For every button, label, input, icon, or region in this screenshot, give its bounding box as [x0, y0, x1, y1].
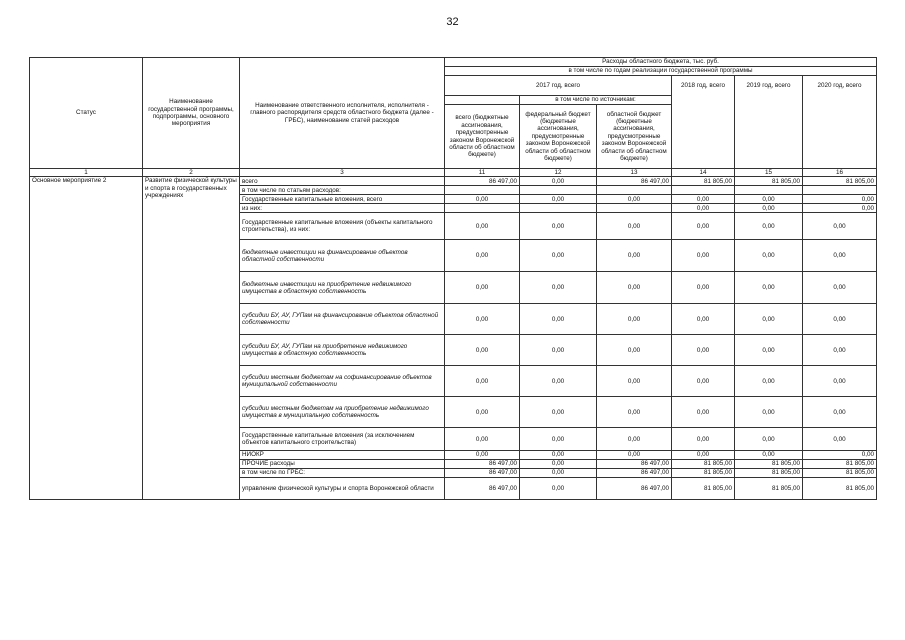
header-year-2017: 2017 год, всего — [445, 76, 672, 96]
cell-value — [597, 186, 672, 195]
cell-value: 81 805,00 — [803, 468, 877, 477]
cell-value: 81 805,00 — [735, 177, 803, 186]
row-label: субсидии БУ, АУ, ГУПам на приобретение недвижимого имущества в областную собственность — [240, 335, 445, 366]
header-expenses-title: Расходы областного бюджета, тыс. руб. — [445, 58, 877, 67]
cell-value: 0,00 — [803, 304, 877, 335]
cell-value: 0,00 — [597, 213, 672, 240]
cell-value: 0,00 — [520, 304, 597, 335]
header-program-name: Наименование государственной программы, подпрограммы, основного мероприятия — [143, 58, 240, 169]
cell-value: 0,00 — [445, 428, 520, 451]
row-label: субсидии местным бюджетам на приобретение недвижимого имущества в муниципальную собственность — [240, 397, 445, 428]
program-cell: Развитие физической культуры и спорта в государственных учреждениях — [143, 177, 240, 499]
cell-value: 81 805,00 — [735, 468, 803, 477]
row-label: НИОКР — [240, 451, 445, 459]
header-status: Статус — [30, 58, 143, 169]
cell-value: 86 497,00 — [597, 477, 672, 499]
cell-value: 0,00 — [597, 240, 672, 272]
cell-value: 0,00 — [735, 272, 803, 304]
page-number: 32 — [446, 16, 459, 28]
budget-table — [29, 57, 877, 500]
cell-value: 0,00 — [735, 304, 803, 335]
cell-value: 0,00 — [520, 335, 597, 366]
row-label: в том числе по ГРБС: — [240, 468, 445, 477]
cell-value: 0,00 — [445, 213, 520, 240]
cell-value: 0,00 — [735, 366, 803, 397]
row-label: Государственные капитальные вложения, всего — [240, 195, 445, 204]
cell-value: 0,00 — [672, 397, 735, 428]
cell-value: 81 805,00 — [672, 477, 735, 499]
cell-value: 81 805,00 — [735, 459, 803, 468]
cell-value: 0,00 — [597, 304, 672, 335]
header-src-total: всего (бюджетные ассигнования, предусмотренные законом Воронежской области об областном бюджете) — [445, 105, 520, 169]
cell-value: 0,00 — [520, 468, 597, 477]
cell-value — [445, 186, 520, 195]
cell-value: 0,00 — [445, 335, 520, 366]
cell-value: 86 497,00 — [445, 468, 520, 477]
row-label: в том числе по статьям расходов: — [240, 186, 445, 195]
cell-value: 0,00 — [597, 397, 672, 428]
cell-value: 0,00 — [735, 240, 803, 272]
cell-value: 0,00 — [803, 272, 877, 304]
cell-value — [520, 186, 597, 195]
cell-value: 0,00 — [520, 459, 597, 468]
cell-value: 0,00 — [803, 397, 877, 428]
row-label: бюджетные инвестиции на финансирование объектов областной собственности — [240, 240, 445, 272]
header-year-2020: 2020 год, всего — [803, 76, 877, 169]
header-spacer — [445, 96, 520, 105]
cell-value: 86 497,00 — [597, 459, 672, 468]
table-row — [30, 177, 877, 186]
cell-value: 81 805,00 — [672, 459, 735, 468]
cell-value: 0,00 — [597, 428, 672, 451]
col-number: 1 — [30, 169, 143, 177]
header-year-2018: 2018 год, всего — [672, 76, 735, 169]
col-number: 16 — [803, 169, 877, 177]
cell-value: 0,00 — [672, 213, 735, 240]
cell-value: 0,00 — [597, 366, 672, 397]
cell-value: 0,00 — [597, 451, 672, 459]
header-by-sources: в том числе по источникам: — [520, 96, 672, 105]
cell-value: 0,00 — [803, 204, 877, 213]
cell-value — [803, 186, 877, 195]
col-number: 12 — [520, 169, 597, 177]
cell-value: 0,00 — [672, 335, 735, 366]
cell-value: 0,00 — [672, 240, 735, 272]
cell-value: 81 805,00 — [803, 459, 877, 468]
cell-value: 81 805,00 — [803, 477, 877, 499]
cell-value: 0,00 — [735, 451, 803, 459]
cell-value: 0,00 — [520, 451, 597, 459]
cell-value: 81 805,00 — [803, 177, 877, 186]
row-label: Государственные капитальные вложения (объекты капитального строительства), из них: — [240, 213, 445, 240]
cell-value: 0,00 — [597, 335, 672, 366]
header-src-federal: федеральный бюджет (бюджетные ассигнования, предусмотренные законом Воронежской области об областном бюджете) — [520, 105, 597, 169]
col-number: 2 — [143, 169, 240, 177]
cell-value: 0,00 — [735, 428, 803, 451]
cell-value: 0,00 — [735, 213, 803, 240]
cell-value: 0,00 — [672, 272, 735, 304]
cell-value: 0,00 — [445, 304, 520, 335]
cell-value: 0,00 — [672, 204, 735, 213]
cell-value: 0,00 — [520, 366, 597, 397]
row-label: субсидии БУ, АУ, ГУПам на финансирование объектов областной собственности — [240, 304, 445, 335]
cell-value: 0,00 — [672, 428, 735, 451]
cell-value: 86 497,00 — [597, 468, 672, 477]
cell-value: 86 497,00 — [445, 477, 520, 499]
cell-value: 0,00 — [735, 195, 803, 204]
header-by-years: в том числе по годам реализации государственной программы — [445, 67, 877, 76]
cell-value: 0,00 — [735, 397, 803, 428]
header-year-2019: 2019 год, всего — [735, 76, 803, 169]
cell-value: 0,00 — [672, 304, 735, 335]
cell-value: 0,00 — [520, 397, 597, 428]
col-number: 3 — [240, 169, 445, 177]
cell-value: 0,00 — [445, 397, 520, 428]
col-number: 13 — [597, 169, 672, 177]
row-label: ПРОЧИЕ расходы — [240, 459, 445, 468]
cell-value: 0,00 — [445, 240, 520, 272]
cell-value: 0,00 — [803, 451, 877, 459]
cell-value: 0,00 — [445, 272, 520, 304]
col-number: 14 — [672, 169, 735, 177]
row-label: субсидии местным бюджетам на софинансирование объектов муниципальной собственности — [240, 366, 445, 397]
cell-value: 86 497,00 — [445, 459, 520, 468]
cell-value — [445, 204, 520, 213]
cell-value — [735, 186, 803, 195]
cell-value: 0,00 — [735, 204, 803, 213]
cell-value: 86 497,00 — [445, 177, 520, 186]
cell-value: 0,00 — [672, 451, 735, 459]
cell-value: 0,00 — [735, 335, 803, 366]
cell-value — [597, 204, 672, 213]
header-executor-name: Наименование ответственного исполнителя, исполнителя - главного распорядителя средств областного бюджета (далее - ГРБС), наименование статей расходов — [240, 58, 445, 169]
row-label: из них: — [240, 204, 445, 213]
col-number: 15 — [735, 169, 803, 177]
header-src-regional: областной бюджет (бюджетные ассигнования, предусмотренные законом Воронежской области об областном бюджете) — [597, 105, 672, 169]
row-label: Государственные капитальные вложения (за исключением объектов капитального строительства) — [240, 428, 445, 451]
row-label: всего — [240, 177, 445, 186]
row-label: бюджетные инвестиции на приобретение недвижимого имущества в областную собственность — [240, 272, 445, 304]
cell-value: 0,00 — [803, 366, 877, 397]
cell-value: 0,00 — [803, 240, 877, 272]
cell-value: 81 805,00 — [735, 477, 803, 499]
cell-value: 0,00 — [520, 477, 597, 499]
cell-value: 0,00 — [445, 366, 520, 397]
cell-value: 0,00 — [672, 366, 735, 397]
cell-value: 0,00 — [445, 195, 520, 204]
cell-value: 81 805,00 — [672, 468, 735, 477]
cell-value: 86 497,00 — [597, 177, 672, 186]
cell-value: 0,00 — [520, 213, 597, 240]
cell-value: 81 805,00 — [672, 177, 735, 186]
cell-value: 0,00 — [520, 240, 597, 272]
cell-value: 0,00 — [445, 451, 520, 459]
cell-value: 0,00 — [597, 272, 672, 304]
row-label: управление физической культуры и спорта Воронежской области — [240, 477, 445, 499]
cell-value: 0,00 — [520, 428, 597, 451]
cell-value: 0,00 — [803, 213, 877, 240]
col-number: 11 — [445, 169, 520, 177]
cell-value: 0,00 — [520, 177, 597, 186]
cell-value — [672, 186, 735, 195]
cell-value: 0,00 — [597, 195, 672, 204]
cell-value: 0,00 — [803, 335, 877, 366]
status-cell: Основное мероприятие 2 — [30, 177, 143, 499]
column-numbers-row — [30, 169, 877, 177]
cell-value: 0,00 — [520, 195, 597, 204]
cell-value — [520, 204, 597, 213]
cell-value: 0,00 — [520, 272, 597, 304]
cell-value: 0,00 — [672, 195, 735, 204]
cell-value: 0,00 — [803, 428, 877, 451]
cell-value: 0,00 — [803, 195, 877, 204]
